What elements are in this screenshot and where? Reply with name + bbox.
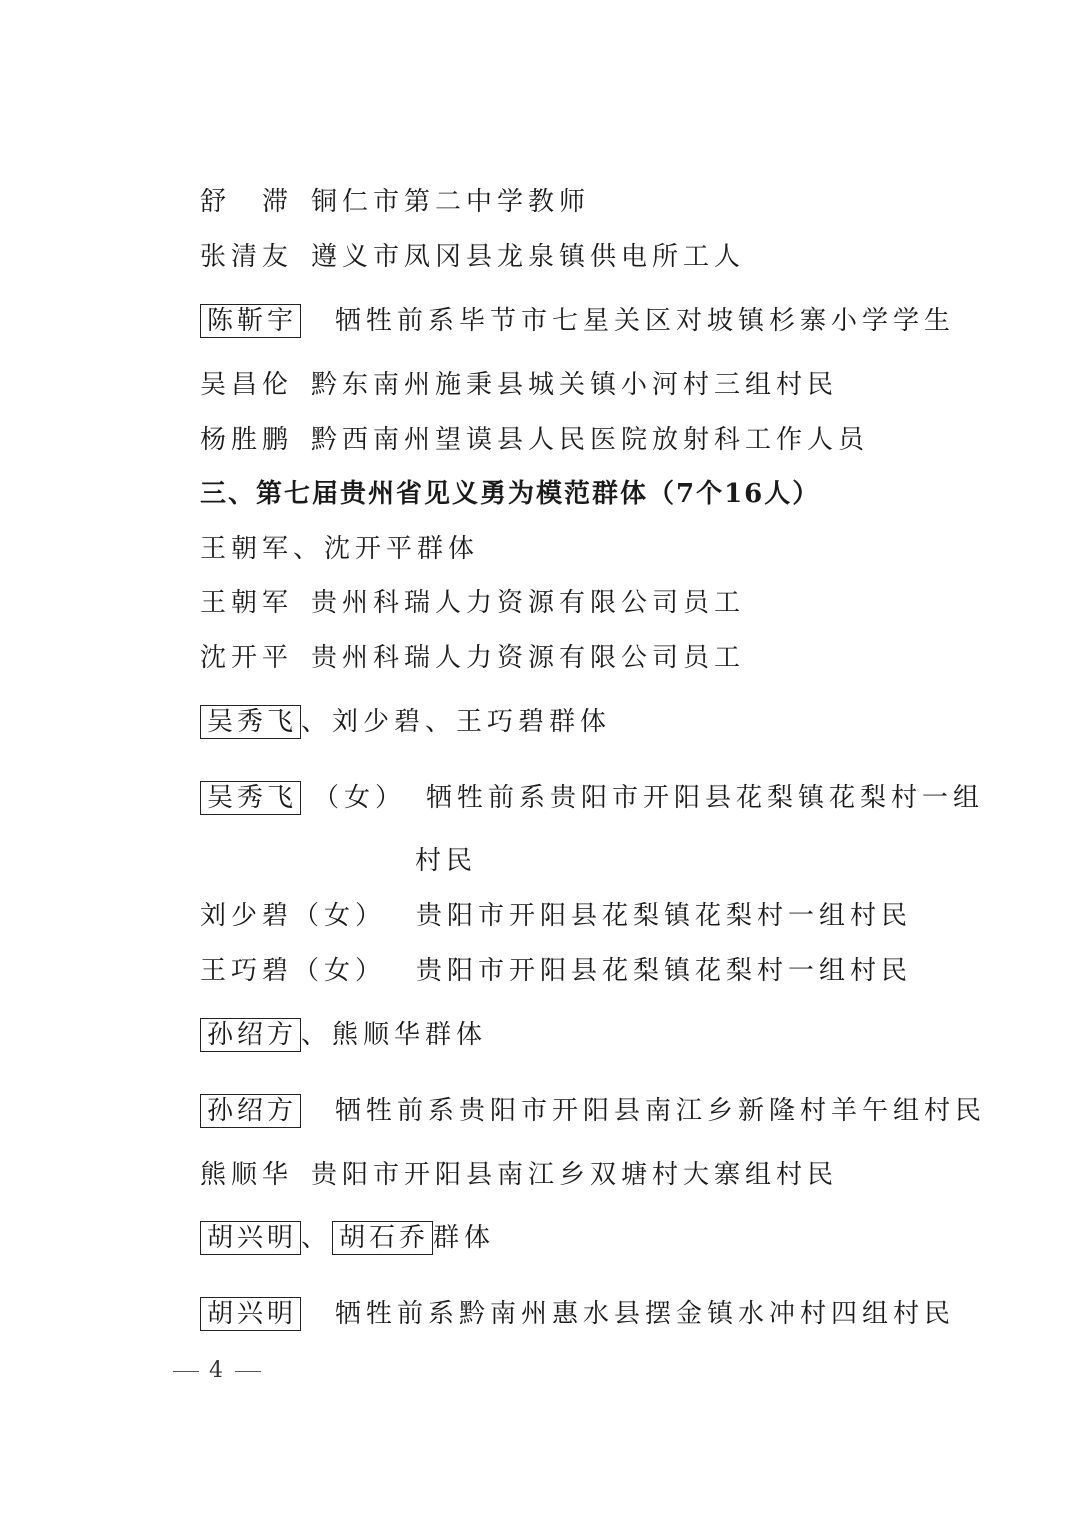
boxed-person-name: 陈靳宇 <box>200 304 301 338</box>
boxed-person-name: 胡兴明 <box>200 1221 301 1255</box>
person-description-continued: 村民 <box>415 846 478 876</box>
list-item <box>200 953 912 989</box>
person-name: 沈开平 <box>200 643 294 673</box>
person-name: 杨胜鹏 <box>200 425 294 455</box>
group-title <box>200 704 611 740</box>
list-item <box>200 585 745 621</box>
person-description: 贵阳市开阳县南江乡双塘村大寨组村民 <box>311 1160 839 1190</box>
person-description: 黔东南州施秉县城关镇小河村三组村民 <box>311 370 839 400</box>
person-name: 吴昌伦 <box>200 370 294 400</box>
person-name: 熊顺华 <box>200 1160 294 1190</box>
boxed-person-name: 胡兴明 <box>200 1297 301 1331</box>
group-title-text: 、刘少碧、王巧碧群体 <box>301 707 612 737</box>
person-description: 黔西南州望谟县人民医院放射科工作人员 <box>311 425 870 455</box>
boxed-person-name: 吴秀飞 <box>200 781 301 815</box>
group-title <box>200 1220 495 1256</box>
gender-note: （女） <box>313 783 407 813</box>
list-item <box>200 1296 955 1332</box>
person-description: 牺牲前系黔南州惠水县摆金镇水冲村四组村民 <box>335 1299 956 1329</box>
person-description: 贵阳市开阳县花梨镇花梨村一组村民 <box>416 901 913 931</box>
page-number: 4 <box>209 1358 225 1383</box>
person-description: 贵州科瑞人力资源有限公司员工 <box>311 643 746 673</box>
person-name: 王巧碧（女） <box>200 956 387 986</box>
person-name: 刘少碧（女） <box>200 901 387 931</box>
person-description: 牺牲前系贵阳市开阳县花梨镇花梨村一组 <box>426 783 985 813</box>
person-name: 舒 滞 <box>200 187 294 217</box>
boxed-person-name: 吴秀飞 <box>200 705 301 739</box>
person-description: 贵阳市开阳县花梨镇花梨村一组村民 <box>416 956 913 986</box>
person-description: 贵州科瑞人力资源有限公司员工 <box>311 588 746 618</box>
list-item <box>200 422 869 458</box>
group-title <box>200 1017 487 1053</box>
person-name: 张清友 <box>200 242 294 272</box>
footer-dash-right <box>235 1371 261 1372</box>
list-item <box>200 1093 986 1129</box>
list-item <box>200 367 838 403</box>
boxed-person-name: 胡石乔 <box>332 1221 433 1255</box>
list-item <box>200 640 745 676</box>
section-heading: 三、第七届贵州省见义勇为模范群体（7个16人） <box>200 479 821 509</box>
boxed-person-name: 孙绍方 <box>200 1018 301 1052</box>
list-item <box>200 780 984 816</box>
list-item <box>200 239 745 275</box>
footer-dash-left <box>173 1371 199 1372</box>
person-description: 牺牲前系毕节市七星关区对坡镇杉寨小学学生 <box>335 306 956 336</box>
person-description: 遵义市凤冈县龙泉镇供电所工人 <box>311 242 746 272</box>
list-item <box>200 1157 838 1193</box>
list-item <box>200 303 955 339</box>
person-description: 铜仁市第二中学教师 <box>311 187 591 217</box>
page-footer <box>163 1358 271 1383</box>
group-title-separator: 、 <box>301 1223 333 1253</box>
boxed-person-name: 孙绍方 <box>200 1094 301 1128</box>
person-description: 牺牲前系贵阳市开阳县南江乡新隆村羊午组村民 <box>335 1096 987 1126</box>
group-title: 王朝军、沈开平群体 <box>200 534 480 564</box>
group-title-text: 群体 <box>433 1223 496 1253</box>
list-item <box>200 184 590 220</box>
person-name: 王朝军 <box>200 588 294 618</box>
group-title-text: 、熊顺华群体 <box>301 1020 488 1050</box>
list-item <box>200 898 912 934</box>
